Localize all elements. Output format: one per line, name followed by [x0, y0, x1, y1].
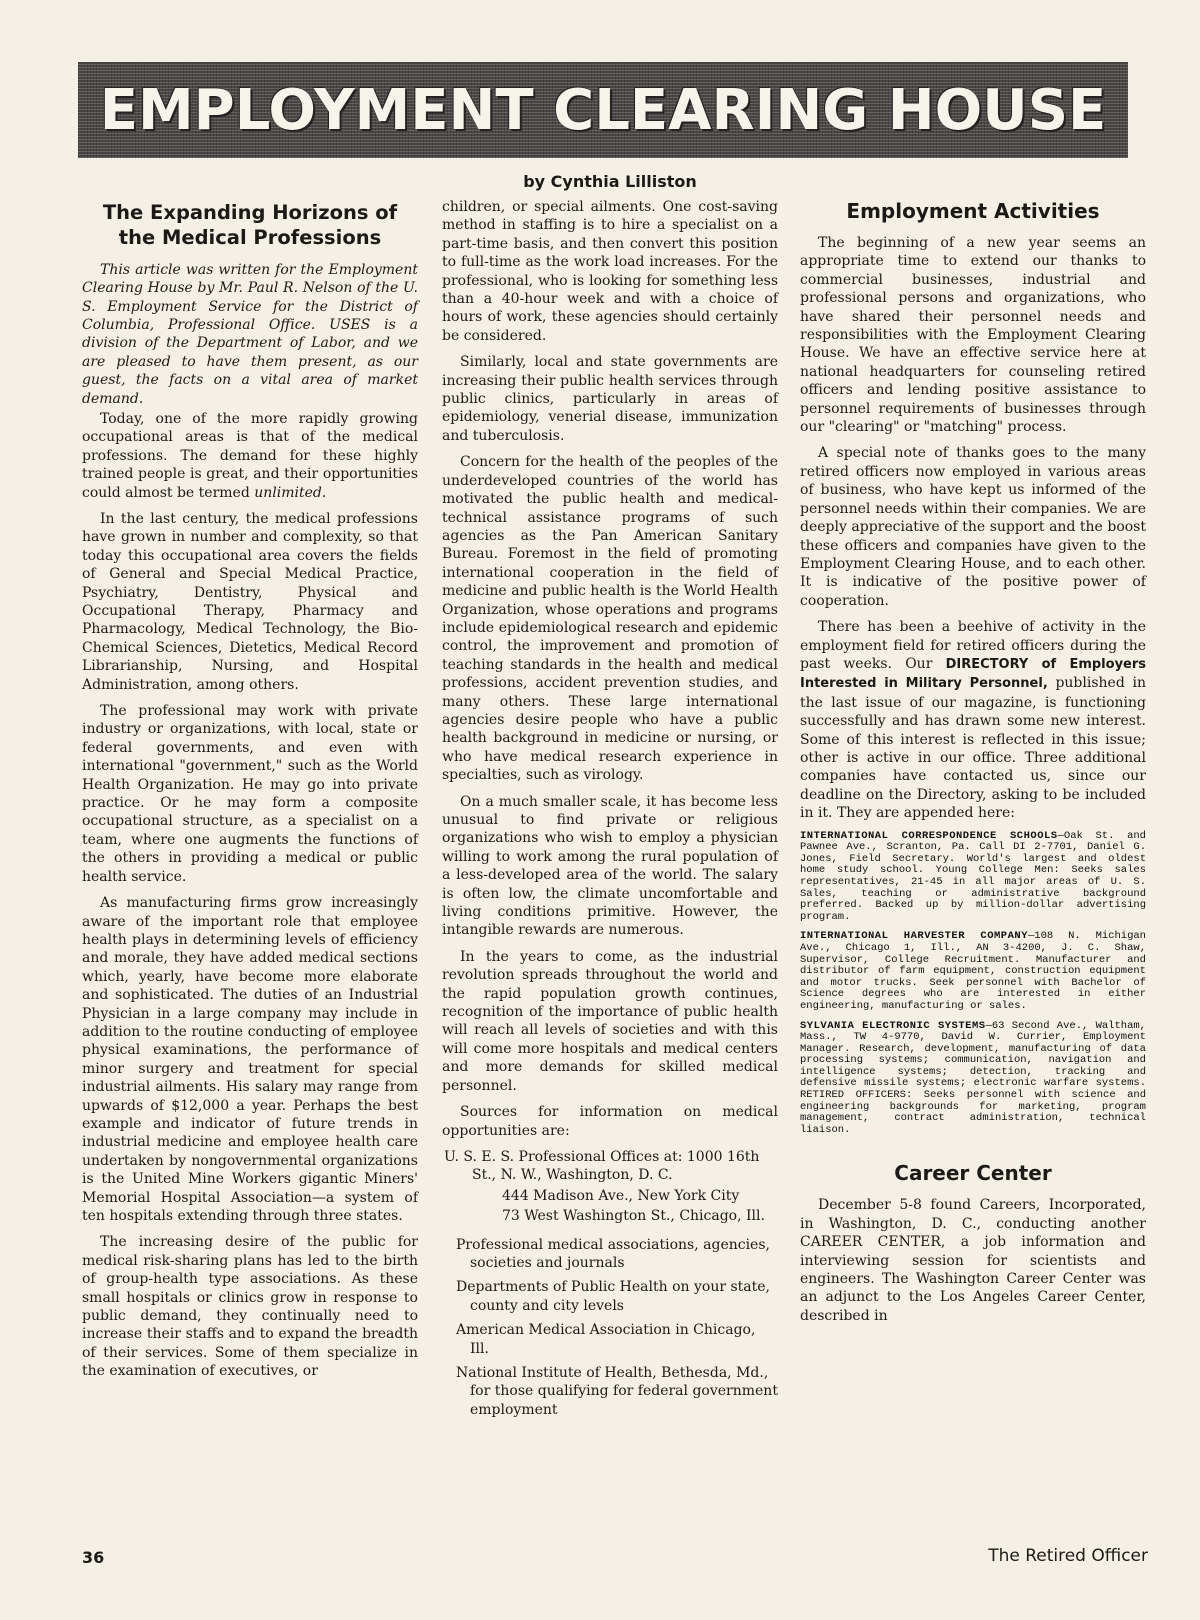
byline: by Cynthia Lilliston: [523, 172, 697, 191]
paragraph-text: published in the last issue of our magazine, is functioning successfully and has drawn some new interest. Some of this interest is reflected in this issue; other is active in our office. Three additional companies have contacted us, since our deadline on the Directory, asking to be included in it. They are appended here:: [800, 675, 1146, 822]
paragraph: Concern for the health of the peoples of the underdeveloped countries of the world has motivated the public health and medical-technical assistance programs of such agencies as the Pan American Sanitary Bureau. Foremost in the field of promoting international cooperation in the field of medicine and public health is the World Health Organization, whose operations and programs include epidemiological research and epidemic control, the improvement and promotion of teaching standards in the health and medical professions, accident prevention studies, and many others. These large international agencies desire people who have a public health background in medicine or nursing, or who have medical research experience in specialties, such as virology.: [442, 454, 778, 784]
company-name: SYLVANIA ELECTRONIC SYSTEMS: [800, 1019, 986, 1032]
paragraph: In the years to come, as the industrial revolution spreads throughout the world and the rapid population growth continues, recognition of the importance of public health will reach all levels of societies and with this will come more hospitals and medical centers and more demands for skilled medical personnel.: [442, 948, 778, 1094]
paragraph: A special note of thanks goes to the many retired officers now employed in various areas of business, who have kept us informed of the personnel needs within their companies. We are deeply appreciative of the support and the boost these officers and companies have given to the Employment Clearing House, and to each other. It is indicative of the positive power of cooperation.: [800, 445, 1146, 609]
paragraph: In the last century, the medical professions have grown in number and complexity, so that today this occupational area covers the fields of General and Special Medical Practice, Psychiatry, Dentistry, Physical and Occupational Therapy, Pharmacy and Pharmacology, Medical Technology, the Bio-Chemical Sciences, Dietetics, Medical Record Librarianship, Nursing, and Hospital Administration, among others.: [82, 510, 418, 693]
paragraph: [800, 618, 1146, 822]
company-listing: [800, 1021, 1146, 1137]
list-item: American Medical Association in Chicago, Ill.: [456, 1322, 756, 1357]
address-block: [442, 1148, 778, 1226]
company-details: —63 Second Ave., Waltham, Mass., TW 4-9770, David W. Currier, Employment Manager. Research, development, manufacturing of data processing systems; communication, navigation and intelligence systems; detection, tracking and defensive missile systems; electronic warfare systems. RETIRED OFFICERS: Seeks personnel with science and engineering backgrounds for marketing, program management, contract administration, technical liaison.: [800, 1019, 1146, 1136]
magazine-name: The Retired Officer: [988, 1546, 1148, 1566]
list-item: Departments of Public Health on your state, county and city levels: [456, 1279, 771, 1314]
paragraph: The increasing desire of the public for medical risk-sharing plans has led to the birth of group-health type associations. As these small hospitals or clinics grow in response to public demand, they continually need to increase their staffs and to expand the breadth of their services. Some of them specialize in the examination of executives, or: [82, 1234, 418, 1380]
paragraph: [82, 410, 418, 502]
section-title: EMPLOYMENT CLEARING HOUSE: [99, 77, 1107, 143]
paragraph: Similarly, local and state governments are increasing their public health services through public clinics, particularly in areas of epidemiology, venerial disease, immunization and tuberculosis.: [442, 354, 778, 444]
paragraph-text: Today, one of the more rapidly growing occupational areas is that of the medical professions. The demand for these highly trained people is great, and their opportunities could almost be termed: [82, 410, 418, 501]
company-details: —Oak St. and Pawnee Ave., Scranton, Pa. Call DI 2-7701, Daniel G. Jones, Field Secretary. World's largest and oldest home study school. Young College Men: Seeks sales representatives, 21-45 in all major areas of U. S. Sales, teaching or administrative background preferred. Backed up by million-dollar advertising program.: [800, 829, 1146, 923]
section-heading: Employment Activities: [846, 199, 1100, 223]
masthead-banner: [78, 62, 1128, 158]
column-right: [800, 198, 1146, 1333]
article-intro: This article was written for the Employment Clearing House by Mr. Paul R. Nelson of the U. S. Employment Service for the District of Columbia, Professional Office. USES is a division of the Department of Labor, and we are pleased to have them present, as our guest, the facts on a vital area of market demand.: [82, 261, 418, 407]
address-line: 444 Madison Ave., New York City: [502, 1187, 740, 1204]
list-item: National Institute of Health, Bethesda, Md., for those qualifying for federal government employment: [456, 1364, 778, 1418]
column-left: [82, 198, 418, 1389]
paragraph: The professional may work with private industry or organizations, with local, state or federal governments, and even with international "government," such as the World Health Organization. He may go into private practice. Or he may form a composite occupational structure, as a specialist on a team, where one augments the functions of the others in providing a medical or public health service.: [82, 703, 418, 885]
list-item: Professional medical associations, agencies, societies and journals: [456, 1236, 770, 1271]
company-name: INTERNATIONAL HARVESTER COMPANY: [800, 930, 1028, 943]
paragraph: On a much smaller scale, it has become less unusual to find private or religious organizations who wish to employ a physician willing to work among the rural population of a less-developed area of the world. The salary is often low, the climate uncomfortable and living conditions primitive. However, the intangible rewards are numerous.: [442, 793, 778, 939]
paragraph: children, or special ailments. One cost-saving method in staffing is to hire a specialist on a part-time basis, and then convert this position to full-time as the work load increases. For the professional, who is looking for something less than a 40-hour week and with a choice of hours of work, these agencies should certainly be considered.: [442, 199, 778, 344]
company-listing: [800, 931, 1146, 1012]
address-line: 73 West Washington St., Chicago, Ill.: [502, 1208, 765, 1225]
section-heading: Career Center: [894, 1161, 1052, 1186]
company-details: —108 N. Michigan Ave., Chicago 1, Ill., AN 3-4200, J. C. Shaw, Supervisor, College Recruitment. Manufacturer and distributor of farm equipment, construction equipment and motor trucks. Seek personnel with Bachelor of Science degrees who are interested in either engineering, manufacturing or sales.: [800, 930, 1146, 1012]
page-number: 36: [82, 1548, 105, 1567]
company-listing: [800, 831, 1146, 924]
paragraph-text: There has been a beehive of activity in the employment field for retired officers during the past weeks. Our: [800, 619, 1146, 672]
paragraph: Sources for information on medical opportunities are:: [442, 1104, 778, 1139]
address-line: U. S. E. S. Professional Offices at: 1000 16th St., N. W., Washington, D. C.: [444, 1148, 760, 1184]
paragraph: December 5-8 found Careers, Incorporated, in Washington, D. C., conducting another CAREER CENTER, a job information and interviewing session for scientists and engineers. The Washington Career Center was an adjunct to the Los Angeles Career Center, described in: [800, 1197, 1146, 1324]
emphasis-text: unlimited.: [254, 484, 327, 501]
company-name: INTERNATIONAL CORRESPONDENCE SCHOOLS: [800, 829, 1058, 842]
article-title: The Expanding Horizons of the Medical Professions: [102, 201, 398, 250]
directory-title: DIRECTORY of Employers Interested in Military Personnel,: [800, 656, 1147, 692]
column-middle: [442, 198, 778, 1425]
paragraph: The beginning of a new year seems an appropriate time to extend our thanks to commercial businesses, industrial and professional persons and organizations, who have shared their personnel needs and responsibilities with the Employment Clearing House. We have an effective service here at national headquarters for counseling retired officers and lending positive assistance to personnel requirements of businesses through our "clearing" or "matching" process.: [800, 235, 1146, 436]
paragraph: As manufacturing firms grow increasingly aware of the important role that employee health plays in determining levels of efficiency and morale, they have added medical sections which, yearly, have become more elaborate and sophisticated. The duties of an Industrial Physician in a large company may include in addition to the routine conducting of employee physical examinations, the performance of minor surgery and treatment for special industrial ailments. His salary may range from upwards of $12,000 a year. Perhaps the best example and indicator of future trends in industrial medicine and employee health care undertaken by nongovernmental organizations is the United Mine Workers gigantic Miners' Memorial Hospital Association—a system of ten hospitals extending through three states.: [82, 895, 418, 1224]
